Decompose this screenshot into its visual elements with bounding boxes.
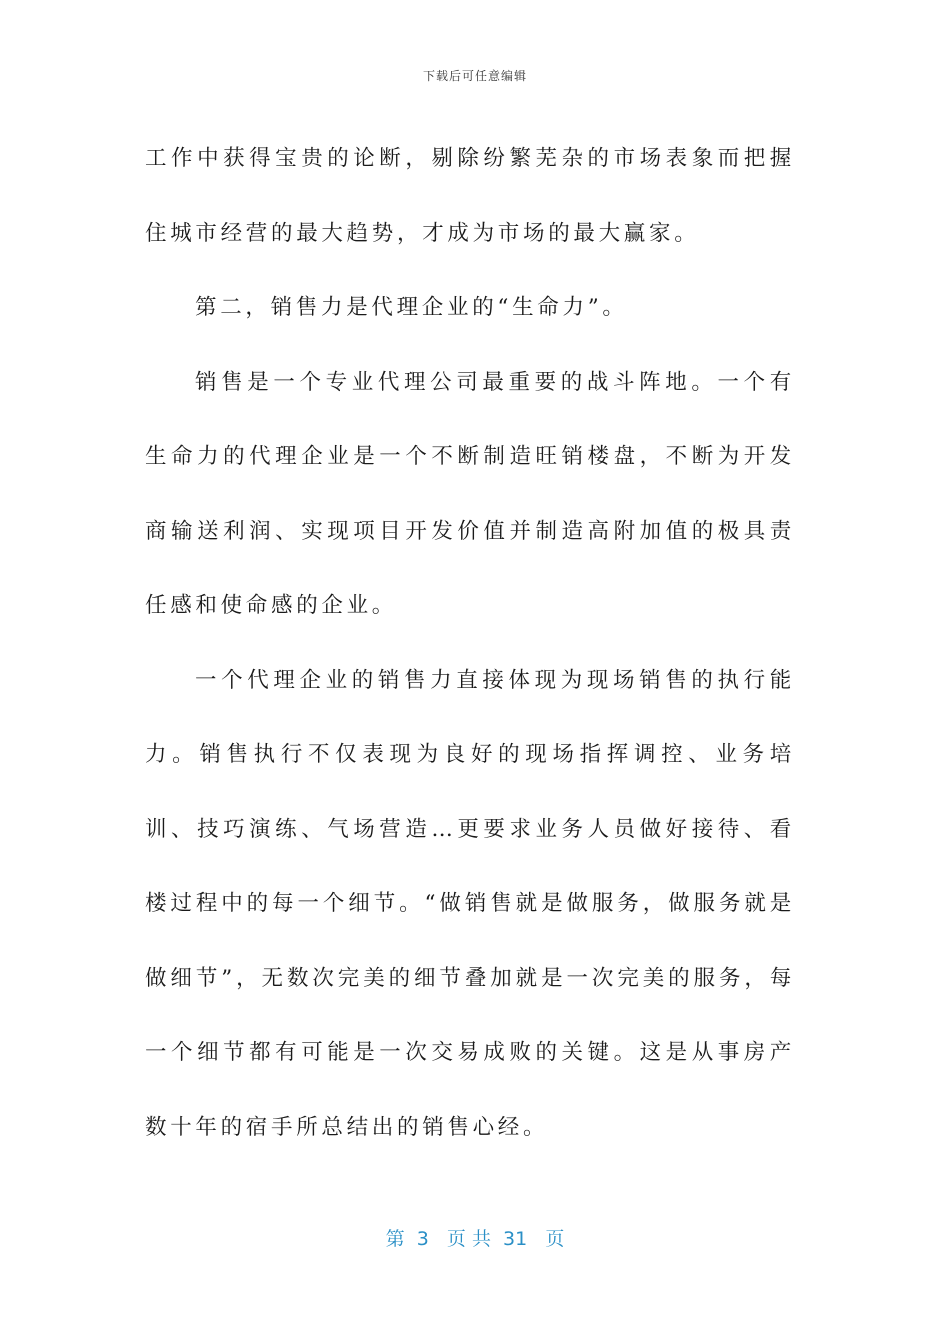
- document-body: [145, 122, 795, 1165]
- paragraph-4: 一个代理企业的销售力直接体现为现场销售的执行能力。销售执行不仅表现为良好的现场指挥调控、业务培训、技巧演练、气场营造…更要求业务人员做好接待、看楼过程中的每一个细节。“做销售就是做服务，做服务就是做细节”，无数次完美的细节叠加就是一次完美的服务，每一个细节都有可能是一次交易成败的关键。这是从事房产数十年的宿手所总结出的销售心经。: [145, 667, 795, 1140]
- paragraph-1: 工作中获得宝贵的论断，剔除纷繁芜杂的市场表象而把握住城市经营的最大趋势，才成为市场的最大赢家。: [145, 146, 795, 246]
- page-number-footer: 第 3 页 共 31 页: [385, 1228, 565, 1250]
- paragraph-2: 第二，销售力是代理企业的“生命力”。: [195, 295, 628, 320]
- paragraph-3: 销售是一个专业代理公司最重要的战斗阵地。一个有生命力的代理企业是一个不断制造旺销楼盘，不断为开发商输送利润、实现项目开发价值并制造高附加值的极具责任感和使命感的企业。: [145, 369, 795, 618]
- header-note: 下载后可任意编辑: [422, 69, 527, 83]
